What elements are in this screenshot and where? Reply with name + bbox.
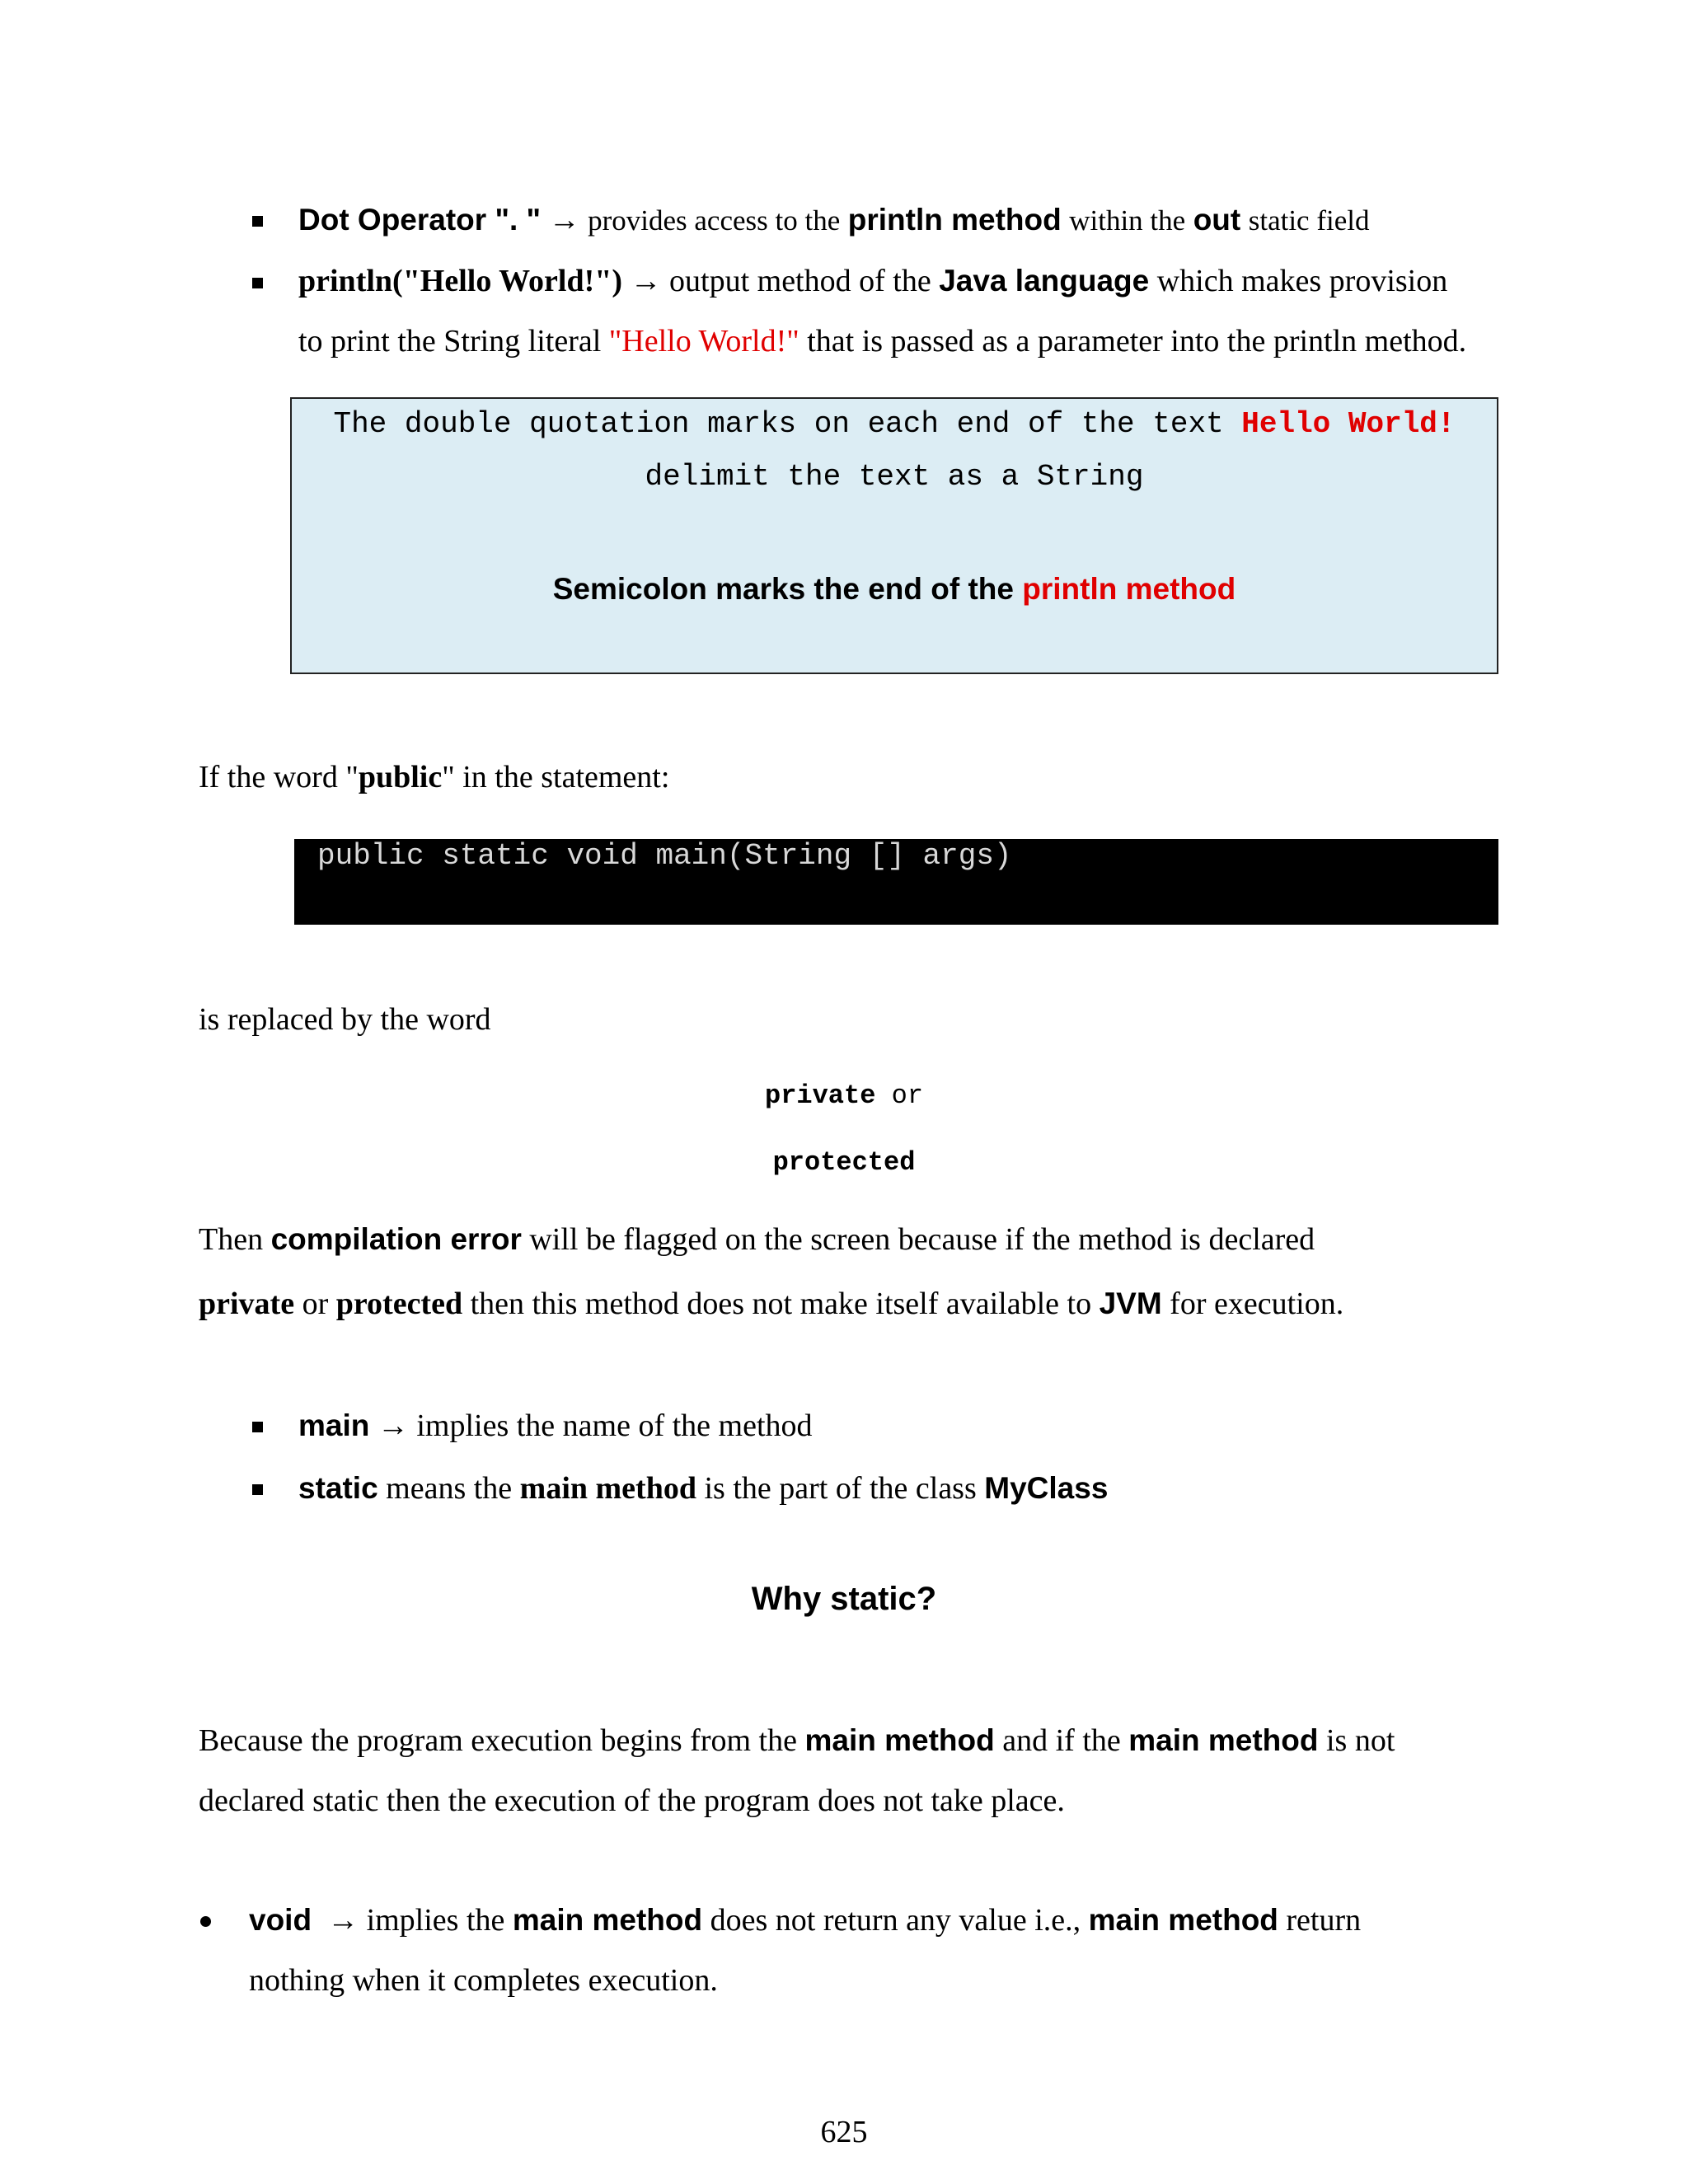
bold-term: main method [1088, 1903, 1278, 1937]
note-line-1 [292, 407, 1497, 441]
bullet-void-line2: nothing when it completes execution. [249, 1963, 718, 1998]
bullet-text: to print the String literal [298, 324, 602, 359]
bullet-marker [200, 1916, 211, 1927]
paragraph-compilation-line2 [199, 1286, 1343, 1324]
bold-term: out [1193, 203, 1241, 237]
term-main: main [298, 1408, 370, 1442]
bold-term: main method [1128, 1723, 1319, 1757]
bullet-marker [252, 216, 263, 227]
bullet-text: return [1286, 1903, 1362, 1938]
bullet-main [298, 1408, 813, 1446]
arrow: → [377, 1408, 409, 1443]
bullet-dot-operator [298, 202, 1370, 240]
bullet-static [298, 1470, 1108, 1508]
bullet-text: output method of the [669, 264, 931, 298]
bullet-marker [252, 1422, 263, 1432]
bullet-println-line2 [298, 323, 1466, 361]
code-line: public static void main(String [] args) [317, 839, 1012, 873]
para-text: If the word " [199, 760, 359, 794]
bullet-text: implies the name of the method [416, 1408, 813, 1443]
alt-text: or [891, 1080, 924, 1111]
paragraph-why-static-line2: declared static then the execution of the program does not take place. [199, 1783, 1065, 1818]
arrow: → [327, 1903, 359, 1938]
para-text: " in the statement: [442, 760, 670, 794]
bullet-text: means the [386, 1471, 513, 1506]
para-text: is not [1326, 1723, 1395, 1758]
bullet-text: is the part of the class [704, 1471, 977, 1506]
bold-term: main method [512, 1903, 703, 1937]
bullet-marker [252, 278, 263, 288]
bullet-marker [252, 1484, 263, 1495]
code-block [294, 839, 1498, 925]
keyword-private: private [764, 1080, 876, 1111]
para-text: or [302, 1286, 329, 1321]
alt-protected [0, 1147, 1688, 1178]
bullet-println [298, 263, 1447, 301]
bold-word: main method [519, 1471, 696, 1506]
paragraph-compilation [199, 1221, 1315, 1259]
bullet-text: which makes provision [1156, 264, 1448, 298]
note-highlight: println method [1022, 572, 1236, 606]
bold-term: main method [804, 1723, 995, 1757]
bold-term: println method [847, 203, 1062, 237]
bold-term: MyClass [984, 1471, 1109, 1505]
page-number: 625 [820, 2115, 868, 2149]
para-text: Then [199, 1222, 264, 1257]
bullet-text: provides access to the [588, 204, 841, 237]
paragraph-why-static [199, 1722, 1395, 1760]
bullet-text: within the [1069, 204, 1186, 237]
bold-word: private [199, 1286, 295, 1321]
bold-word: protected [335, 1286, 463, 1321]
para-text: for execution. [1170, 1286, 1344, 1321]
term-static: static [298, 1471, 378, 1505]
term-dot-operator: Dot Operator ". " [298, 203, 542, 237]
arrow: → [630, 264, 662, 298]
note-box [290, 397, 1498, 674]
paragraph-replaced: is replaced by the word [199, 1002, 491, 1037]
para-text: Because the program execution begins from the [199, 1723, 797, 1758]
bold-word: public [358, 760, 443, 794]
arrow: → [548, 203, 580, 237]
bold-term: JVM [1099, 1286, 1162, 1320]
para-text: then this method does not make itself available to [470, 1286, 1092, 1321]
bold-term: Java language [939, 264, 1150, 298]
bullet-text: static field [1248, 204, 1370, 237]
bullet-text: that is passed as a parameter into the println method. [807, 324, 1467, 359]
note-highlight: Hello World! [1241, 407, 1456, 441]
section-heading: Why static? [751, 1581, 937, 1617]
note-text: Semicolon marks the end of the [552, 572, 1014, 606]
note-line-2: delimit the text as a String [645, 460, 1144, 494]
paragraph-public [199, 759, 669, 797]
para-text: will be flagged on the screen because if the method is declared [529, 1222, 1315, 1257]
term-println: println("Hello World!") [298, 264, 623, 298]
bullet-text: does not return any value i.e., [710, 1903, 1081, 1938]
keyword-protected: protected [772, 1147, 916, 1178]
alt-private [0, 1080, 1688, 1111]
bullet-void [249, 1902, 1361, 1940]
term-void: void [249, 1903, 312, 1937]
para-text: and if the [1002, 1723, 1121, 1758]
bullet-text: implies the [366, 1903, 505, 1938]
bold-term: compilation error [270, 1222, 522, 1256]
note-text: The double quotation marks on each end of the text [333, 407, 1224, 441]
note-line-3 [292, 572, 1497, 607]
string-literal: "Hello World!" [608, 324, 799, 359]
